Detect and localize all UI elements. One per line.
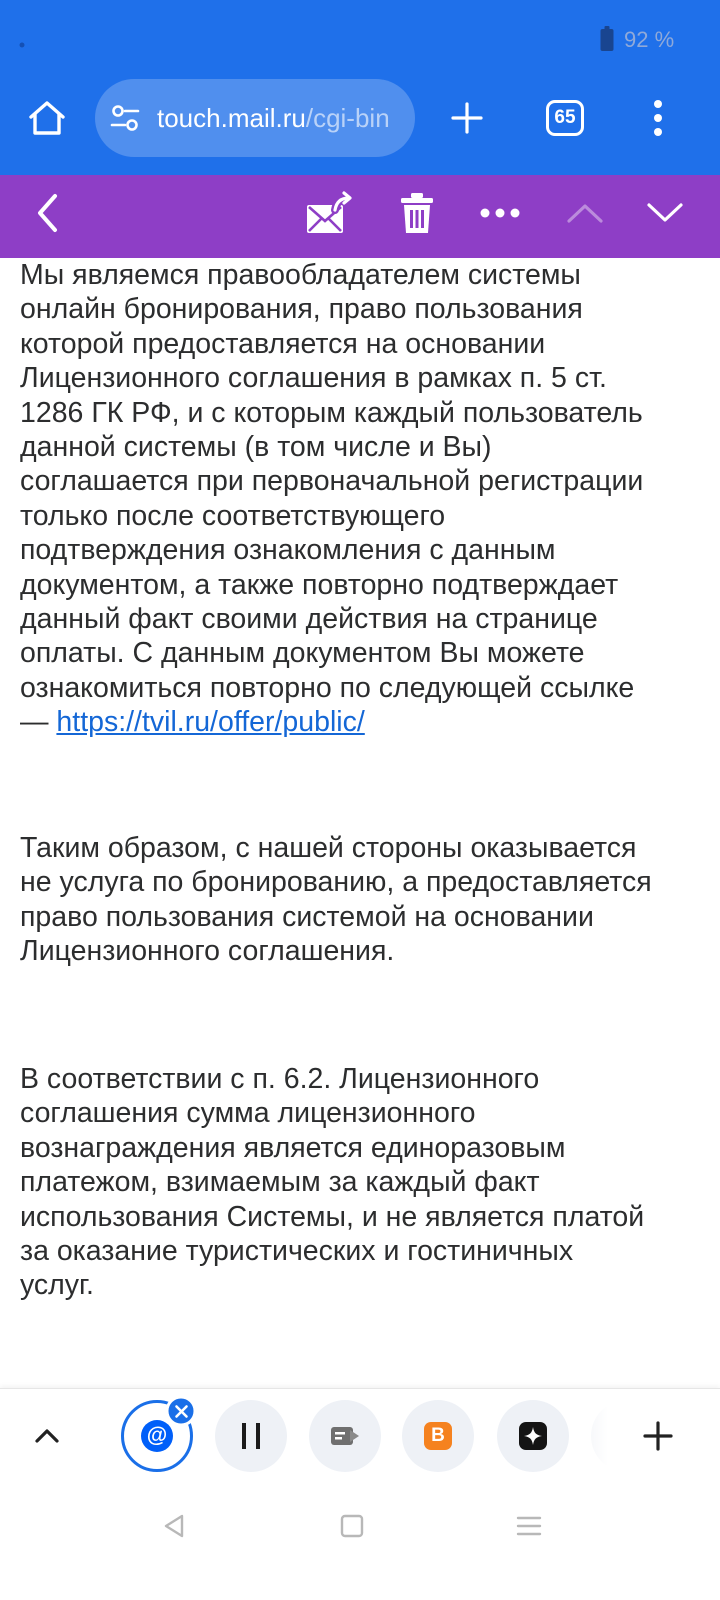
delete-button[interactable] [393,186,441,240]
tab-switcher-button[interactable] [546,100,584,136]
message-line: платежом, взимаемым за каждый факт [20,1166,540,1199]
mail-toolbar [0,175,720,258]
system-home-button[interactable] [328,1502,376,1550]
tune-icon [109,102,141,134]
system-recents-button[interactable] [505,1502,553,1550]
message-line: право пользования системой на основании [20,900,594,933]
menu-lines-icon [516,1515,542,1537]
browser-header [0,0,720,175]
chevron-down-icon [646,202,684,224]
url-text[interactable] [157,79,407,157]
plus-icon [643,1421,673,1451]
chevron-up-icon [34,1428,60,1444]
card-arrow-icon [330,1424,360,1448]
home-button[interactable] [23,94,71,142]
message-line: документом, а также повторно подтверждает [20,568,619,601]
message-line: Мы являемся правообладателем системы [20,259,581,291]
plus-icon [450,101,484,135]
sparkle-icon [519,1422,547,1450]
message-line: Лицензионного соглашения. [20,935,395,968]
collapse-tabs-button[interactable] [23,1412,71,1460]
bottom-panel [0,1388,720,1600]
tab-strip[interactable] [100,1389,612,1484]
tab-double-bar[interactable] [215,1400,287,1472]
tab-count: 65 [554,107,576,128]
trash-icon [399,192,435,234]
message-line: за оказание туристических и гостиничных [20,1234,574,1267]
message-line: услуг. [20,1269,94,1302]
address-bar[interactable] [95,79,415,157]
mail-ru-icon: @ [141,1420,173,1452]
tab-blogger[interactable] [402,1400,474,1472]
tab-sparkle[interactable] [497,1400,569,1472]
home-icon [27,98,67,138]
message-line: не услуга по бронированию, а предоставляется [20,866,652,899]
double-bar-logo-icon [242,1423,260,1449]
close-icon [174,1404,188,1418]
new-tab-button[interactable] [445,96,489,140]
message-line: В соответствии с п. 6.2. Лицензионного [20,1063,540,1095]
message-line: данной системы (в том числе и Вы) [20,430,492,463]
message-line [20,705,712,739]
battery-cell [601,29,614,51]
back-button[interactable] [23,186,71,240]
dot-icon [20,43,25,48]
blogger-icon: B [424,1422,452,1450]
system-back-button[interactable] [150,1502,198,1550]
message-line: только после соответствующего [20,499,446,532]
previous-message-button[interactable] [558,186,612,240]
message-body [20,258,712,1388]
message-line: Таким образом, с нашей стороны оказывается [20,832,637,864]
kebab-menu-icon [652,98,664,138]
message-line: 1286 ГК РФ, и с которым каждый пользователь [20,396,643,429]
mark-unread-button[interactable] [303,186,357,240]
offer-link[interactable]: https://tvil.ru/offer/public/ [56,706,365,739]
message-line: онлайн бронирования, право пользования [20,293,583,326]
link-prefix-dash: — [20,706,57,739]
square-home-icon [340,1514,364,1538]
message-line: оплаты. С данным документом Вы можете [20,637,585,670]
tab-strip-fade [572,1389,614,1484]
message-line: Лицензионного соглашения в рамках п. 5 ст. [20,362,607,395]
message-paragraph [20,831,712,969]
battery-icon [601,29,614,51]
more-actions-button[interactable] [473,186,527,240]
url-host: touch.mail.ru [157,103,306,133]
close-tab-button[interactable] [166,1396,197,1427]
site-settings-button[interactable] [109,102,141,134]
message-paragraph [20,1062,712,1303]
message-line: подтверждения ознакомления с данным [20,534,556,567]
chevron-up-icon [566,202,604,224]
next-message-button[interactable] [638,186,692,240]
tab-card[interactable] [309,1400,381,1472]
message-line: соглашения сумма лицензионного [20,1097,476,1130]
battery-terminal [605,26,610,29]
message-paragraph [20,258,712,739]
triangle-back-icon [162,1513,186,1539]
message-line: соглашается при первоначальной регистрации [20,465,644,498]
more-horizontal-icon [480,208,520,218]
message-line: которой предоставляется на основании [20,327,546,360]
add-tab-button[interactable] [634,1412,682,1460]
chevron-left-icon [35,192,59,234]
battery-percentage: 92 % [624,27,675,52]
message-line: вознаграждения является единоразовым [20,1131,566,1164]
message-line: ознакомиться повторно по следующей ссылке [20,671,635,704]
message-line: данный факт своими действия на странице [20,602,598,635]
url-path: /cgi-bin [305,103,390,133]
browser-menu-button[interactable] [643,94,673,142]
mark-unread-icon [305,191,355,235]
message-line: использования Системы, и не является платой [20,1200,645,1233]
